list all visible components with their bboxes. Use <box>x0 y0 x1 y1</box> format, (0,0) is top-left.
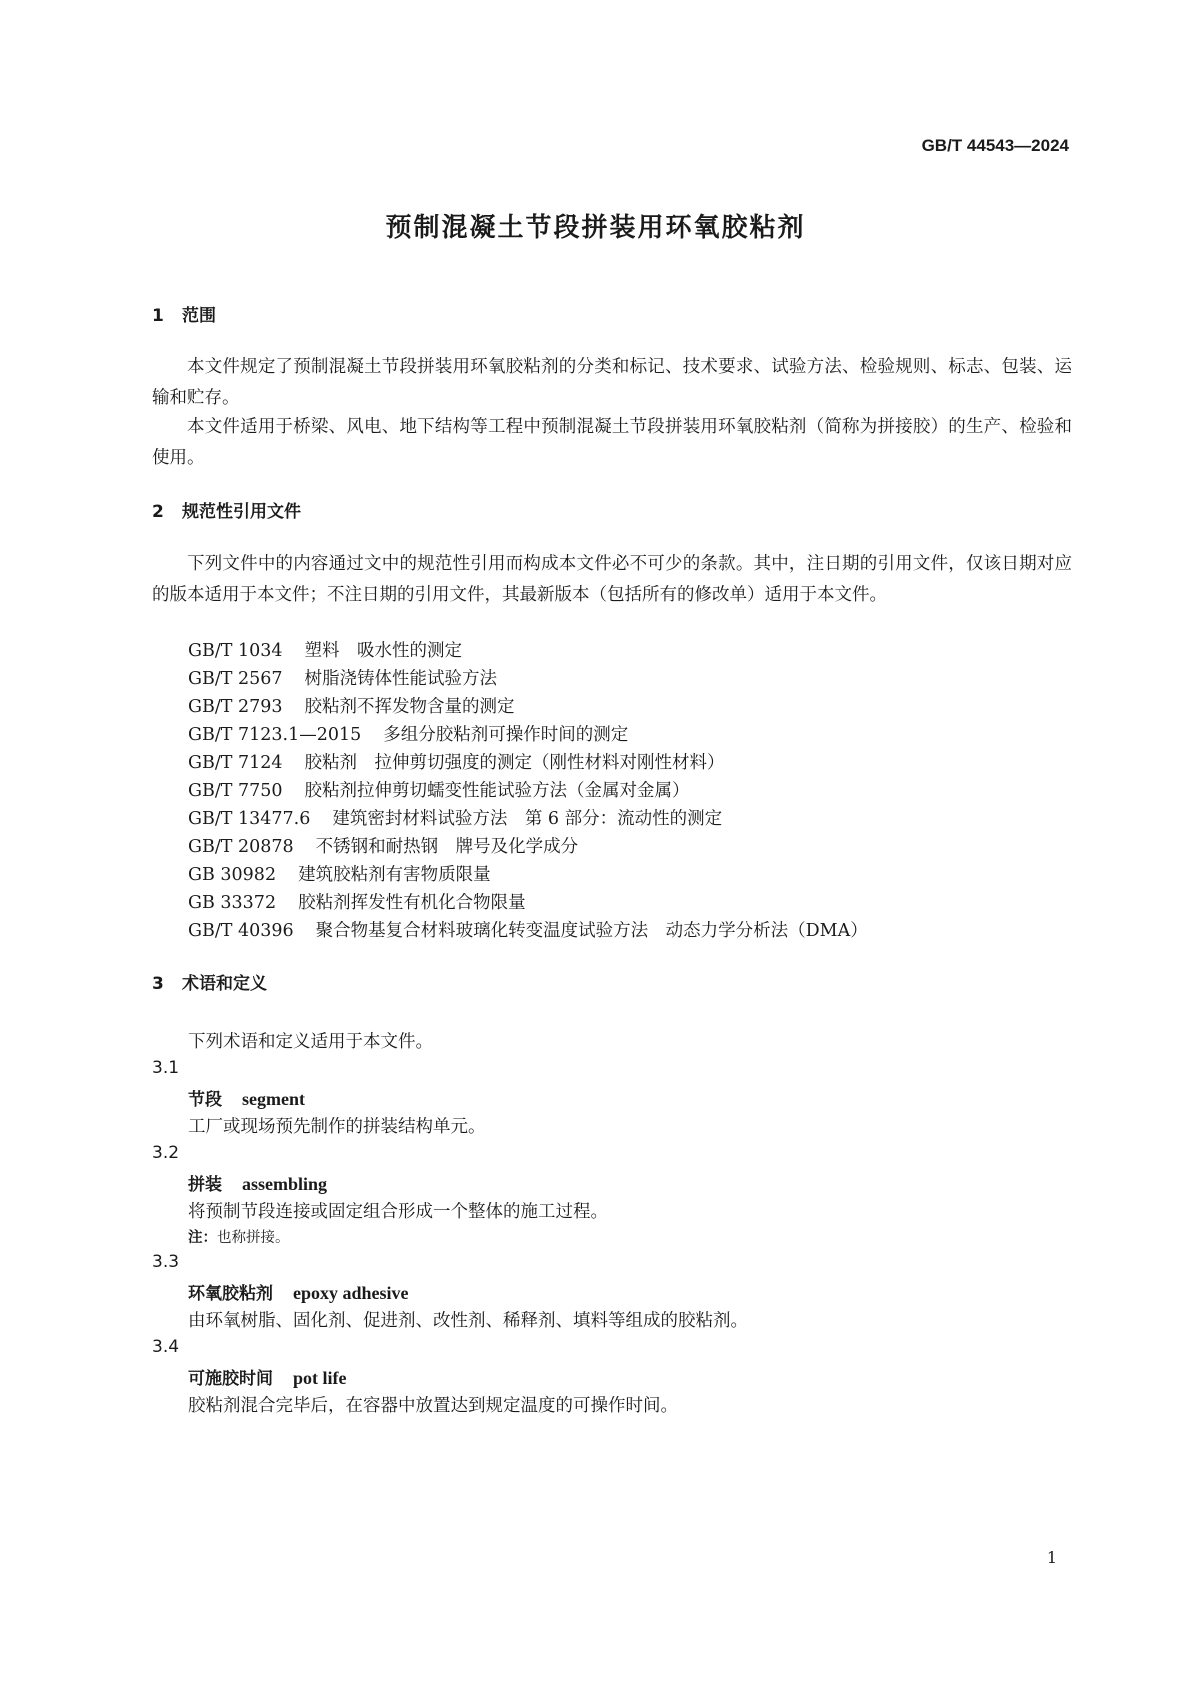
reference-item <box>188 749 725 774</box>
term-english: pot life <box>293 1368 347 1388</box>
reference-item <box>188 833 578 858</box>
term-definition: 将预制节段连接或固定组合形成一个整体的施工过程。 <box>188 1202 608 1222</box>
term-english: epoxy adhesive <box>293 1283 409 1303</box>
reference-code: GB/T 40396 <box>188 921 294 941</box>
reference-item <box>188 637 462 662</box>
note-text: 也称拼接。 <box>217 1230 290 1246</box>
reference-code: GB/T 7123.1—2015 <box>188 725 362 745</box>
reference-code: GB/T 2793 <box>188 697 283 717</box>
document-title: 预制混凝土节段拼装用环氧胶粘剂 <box>385 213 806 243</box>
reference-title: 胶粘剂不挥发物含量的测定 <box>304 697 515 717</box>
reference-item <box>188 861 491 886</box>
term-number: 3.3 <box>152 1252 180 1272</box>
term-definition: 工厂或现场预先制作的拼装结构单元。 <box>188 1117 486 1137</box>
reference-title: 建筑密封材料试验方法 第 6 部分：流动性的测定 <box>332 809 723 829</box>
term-heading <box>188 1085 305 1110</box>
term-number: 3.1 <box>152 1058 180 1078</box>
reference-code: GB 30982 <box>188 865 277 885</box>
section-title: 范围 <box>182 306 216 326</box>
reference-code: GB/T 7124 <box>188 753 283 773</box>
term-note <box>188 1226 290 1247</box>
reference-title: 胶粘剂拉伸剪切蠕变性能试验方法（金属对金属） <box>304 781 690 801</box>
reference-code: GB/T 13477.6 <box>188 809 311 829</box>
term-english: assembling <box>242 1174 328 1194</box>
standard-number: GB/T 44543—2024 <box>921 136 1069 155</box>
page-number: 1 <box>1046 1548 1057 1567</box>
reference-title: 聚合物基复合材料玻璃化转变温度试验方法 动态力学分析法（DMA） <box>315 921 868 941</box>
term-number: 3.4 <box>152 1337 180 1357</box>
term-chinese: 拼装 <box>188 1175 222 1195</box>
section-number: 2 <box>152 502 164 522</box>
reference-item <box>188 805 722 830</box>
reference-title: 塑料 吸水性的测定 <box>304 641 463 661</box>
reference-code: GB/T 2567 <box>188 669 283 689</box>
reference-item <box>188 721 628 746</box>
reference-item <box>188 889 526 914</box>
section-title: 规范性引用文件 <box>182 502 301 522</box>
section-1-heading <box>152 301 216 326</box>
reference-title: 多组分胶粘剂可操作时间的测定 <box>383 725 629 745</box>
term-chinese: 节段 <box>188 1090 222 1110</box>
section-2-intro: 下列文件中的内容通过文中的规范性引用而构成本文件必不可少的条款。其中，注日期的引用文件，仅该日期对应的版本适用于本文件；不注日期的引用文件，其最新版本（包括所有的修改单）适用于本文件。 <box>152 554 1072 605</box>
term-heading <box>188 1170 327 1195</box>
reference-item <box>188 777 690 802</box>
term-heading <box>188 1279 409 1304</box>
term-chinese: 环氧胶粘剂 <box>188 1284 273 1304</box>
section-2-heading <box>152 497 301 522</box>
reference-code: GB/T 20878 <box>188 837 294 857</box>
reference-title: 胶粘剂 拉伸剪切强度的测定（刚性材料对刚性材料） <box>304 753 725 773</box>
term-english: segment <box>242 1089 305 1109</box>
reference-title: 不锈钢和耐热钢 牌号及化学成分 <box>315 837 579 857</box>
section-number: 3 <box>152 974 164 994</box>
section-3-heading <box>152 969 267 994</box>
reference-code: GB/T 7750 <box>188 781 283 801</box>
reference-title: 建筑胶粘剂有害物质限量 <box>298 865 491 885</box>
reference-title: 胶粘剂挥发性有机化合物限量 <box>298 893 526 913</box>
section-number: 1 <box>152 306 164 326</box>
term-definition: 胶粘剂混合完毕后，在容器中放置达到规定温度的可操作时间。 <box>188 1396 678 1416</box>
reference-code: GB/T 1034 <box>188 641 283 661</box>
reference-item <box>188 917 868 942</box>
term-chinese: 可施胶时间 <box>188 1369 273 1389</box>
term-number: 3.2 <box>152 1143 180 1163</box>
section-title: 术语和定义 <box>182 974 267 994</box>
reference-item <box>188 665 497 690</box>
reference-code: GB 33372 <box>188 893 277 913</box>
term-definition: 由环氧树脂、固化剂、促进剂、改性剂、稀释剂、填料等组成的胶粘剂。 <box>188 1311 748 1331</box>
reference-title: 树脂浇铸体性能试验方法 <box>304 669 498 689</box>
section-1-paragraph-1: 本文件规定了预制混凝土节段拼装用环氧胶粘剂的分类和标记、技术要求、试验方法、检验规则、标志、包装、运输和贮存。 <box>152 357 1072 408</box>
term-heading <box>188 1364 347 1389</box>
section-3-intro: 下列术语和定义适用于本文件。 <box>188 1032 433 1052</box>
reference-item <box>188 693 515 718</box>
note-label: 注： <box>188 1230 217 1246</box>
section-1-paragraph-2: 本文件适用于桥梁、风电、地下结构等工程中预制混凝土节段拼装用环氧胶粘剂（简称为拼接胶）的生产、检验和使用。 <box>152 417 1072 468</box>
